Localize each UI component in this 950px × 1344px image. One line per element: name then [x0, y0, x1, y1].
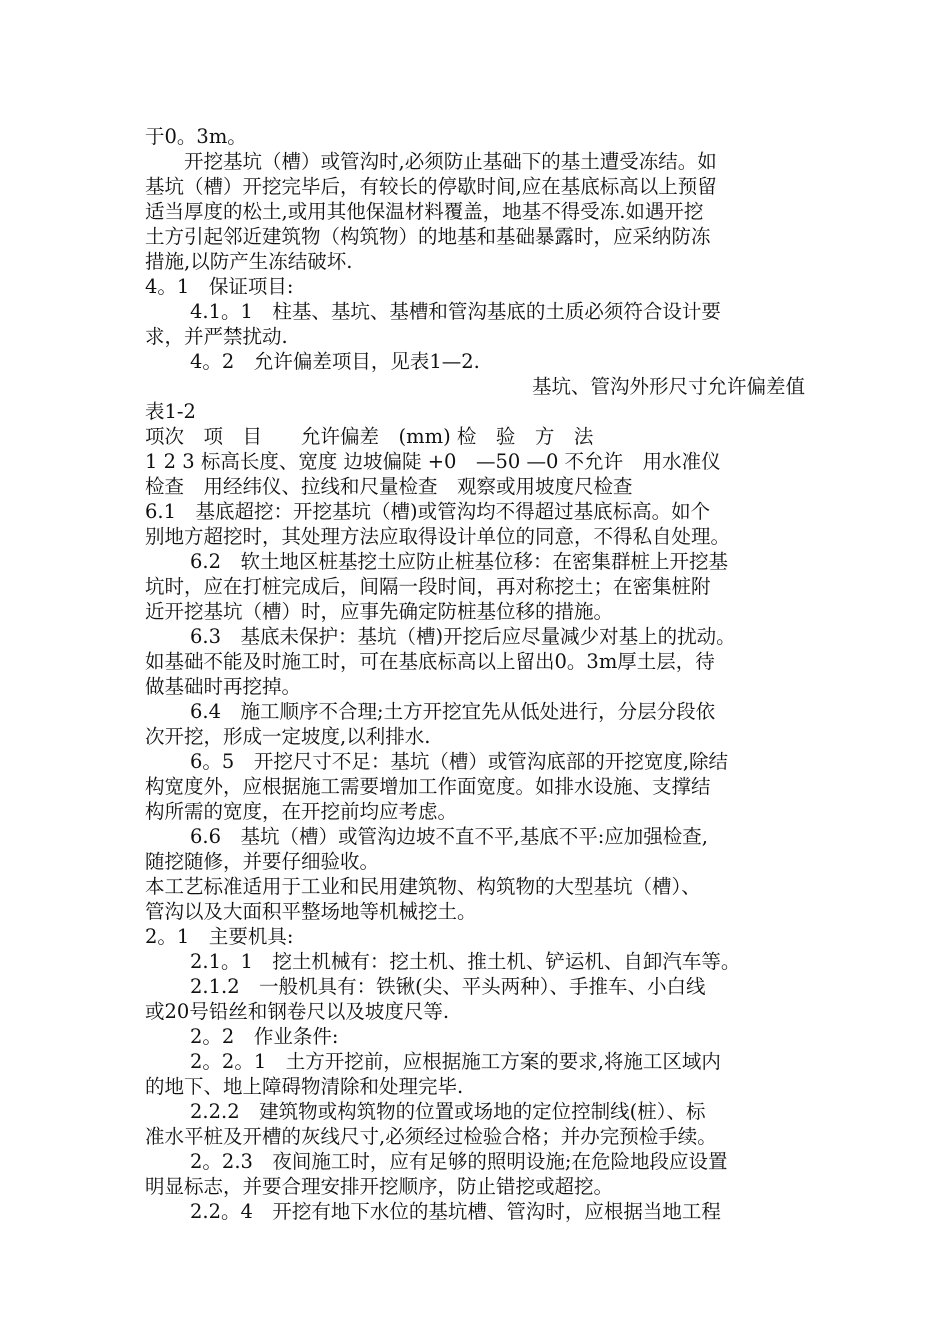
paragraph-first-line: 2。2。1 土方开挖前，应根据施工方案的要求,将施工区域内: [190, 1050, 721, 1073]
paragraph-first-line: 2.1。1 挖土机械有：挖土机、推土机、铲运机、自卸汽车等。: [190, 950, 741, 973]
text-line: 构所需的宽度，在开挖前均应考虑。: [145, 800, 458, 823]
table-number: 表1-2: [145, 400, 196, 423]
text-line: 如基础不能及时施工时，可在基底标高以上留出0。3m厚土层，待: [145, 650, 715, 673]
paragraph-first-line: 开挖基坑（槽）或管沟时,必须防止基础下的基土遭受冻结。如: [184, 150, 717, 173]
text-line: 适当厚度的松土,或用其他保温材料覆盖，地基不得受冻.如遇开挖: [145, 200, 704, 223]
text-line: 本工艺标准适用于工业和民用建筑物、构筑物的大型基坑（槽）、: [145, 875, 701, 898]
text-line: 于0。3m。: [145, 125, 247, 148]
paragraph-first-line: 6.2 软土地区桩基挖土应防止桩基位移：在密集群桩上开挖基: [190, 550, 729, 573]
paragraph-first-line: 6.4 施工顺序不合理;土方开挖宜先从低处进行，分层分段依: [190, 700, 716, 723]
text-line: 随挖随修，并要仔细验收。: [145, 850, 380, 873]
paragraph-first-line: 2.2.2 建筑物或构筑物的位置或场地的定位控制线(桩）、标: [190, 1100, 706, 1123]
document-body: [145, 124, 815, 1224]
text-line: 别地方超挖时，其处理方法应取得设计单位的同意，不得私自处理。: [145, 525, 731, 548]
table-content-line: 检查 用经纬仪、拉线和尺量检查 观察或用坡度尺检查: [145, 475, 633, 498]
paragraph-first-line: 2。2.3 夜间施工时，应有足够的照明设施;在危险地段应设置: [190, 1150, 728, 1173]
paragraph-first-line: 2.2。4 开挖有地下水位的基坑槽、管沟时，应根据当地工程: [190, 1200, 721, 1223]
paragraph-first-line: 6.3 基底未保护：基坑（槽)开挖后应尽量减少对基上的扰动。: [190, 625, 736, 648]
text-line: 准水平桩及开槽的灰线尺寸,必须经过检验合格；并办完预检手续。: [145, 1125, 717, 1148]
text-line: 措施,以防产生冻结破坏.: [145, 250, 353, 273]
paragraph-first-line: 6。5 开挖尺寸不足：基坑（槽）或管沟底部的开挖宽度,除结: [190, 750, 729, 773]
table-caption: 基坑、管沟外形尺寸允许偏差值: [531, 375, 805, 398]
text-line: 坑时，应在打桩完成后，间隔一段时间，再对称挖土；在密集桩附: [145, 575, 711, 598]
table-content-line: 1 2 3 标高长度、宽度 边坡偏陡 +0 —50 —0 不允许 用水准仪: [145, 450, 721, 473]
text-line: 做基础时再挖掉。: [145, 675, 302, 698]
subsection-heading: 2。2 作业条件:: [190, 1025, 339, 1048]
text-line: 6.1 基底超挖：开挖基坑（槽)或管沟均不得超过基底标高。如个: [145, 500, 711, 523]
text-line: 求，并严禁扰动.: [145, 325, 288, 348]
text-line: 基坑（槽）开挖完毕后，有较长的停歇时间,应在基底标高以上预留: [145, 175, 717, 198]
text-line: 管沟以及大面积平整场地等机械挖土。: [145, 900, 477, 923]
section-heading: 2。1 主要机具:: [145, 925, 294, 948]
section-heading: 4。1 保证项目:: [145, 275, 294, 298]
paragraph-first-line: 2.1.2 一般机具有：铁锹(尖、平头两种）、手推车、小白线: [190, 975, 706, 998]
text-line: 明显标志，并要合理安排开挖顺序，防止错挖或超挖。: [145, 1175, 614, 1198]
text-line: 或20号铅丝和钢卷尺以及坡度尺等.: [145, 1000, 450, 1023]
text-line: 土方引起邻近建筑物（构筑物）的地基和基础暴露时，应采纳防冻: [145, 225, 711, 248]
text-line: 次开挖，形成一定坡度,以利排水.: [145, 725, 431, 748]
text-line: 的地下、地上障碍物清除和处理完毕.: [145, 1075, 464, 1098]
table-header-line: 项次 项 目 允许偏差 (mm) 检 验 方 法: [145, 425, 594, 448]
text-line: 构宽度外，应根据施工需要增加工作面宽度。如排水设施、支撑结: [145, 775, 711, 798]
text-line: 近开挖基坑（槽）时，应事先确定防桩基位移的措施。: [145, 600, 614, 623]
paragraph-first-line: 4。2 允许偏差项目，见表1—2.: [190, 350, 480, 373]
paragraph-first-line: 4.1。1 柱基、基坑、基槽和管沟基底的土质必须符合设计要: [190, 300, 721, 323]
paragraph-first-line: 6.6 基坑（槽）或管沟边坡不直不平,基底不平:应加强检查,: [190, 825, 708, 848]
